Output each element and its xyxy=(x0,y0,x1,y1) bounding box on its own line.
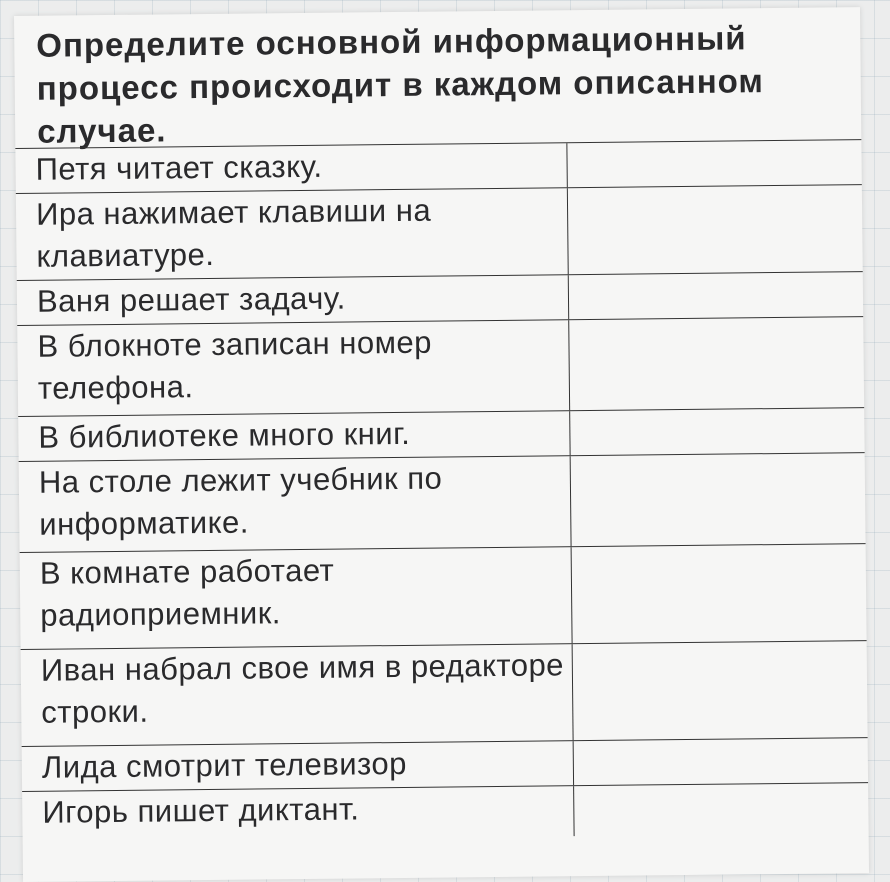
table-row xyxy=(16,185,863,281)
answer-cell[interactable] xyxy=(571,453,866,546)
task-text: Ваня решает задачу. xyxy=(17,275,569,325)
worksheet xyxy=(14,7,869,882)
table-row xyxy=(21,641,868,747)
task-text: Петя читает сказку. xyxy=(15,143,567,193)
answer-cell[interactable] xyxy=(572,544,867,643)
answer-table xyxy=(15,139,868,842)
task-text: Ира нажимает клавиши на клавиатуре. xyxy=(16,188,569,280)
task-text: На столе лежит учебник по информатике. xyxy=(19,456,572,552)
table-row xyxy=(22,783,868,842)
table-row xyxy=(20,544,867,650)
task-text: Игорь пишет диктант. xyxy=(22,786,574,842)
task-text: В блокноте записан номер телефона. xyxy=(17,320,570,416)
task-text: В комнате работает радиоприемник. xyxy=(20,547,573,649)
answer-cell[interactable] xyxy=(569,272,863,319)
answer-cell[interactable] xyxy=(568,185,863,274)
task-text: Иван набрал свое имя в редакторе строки. xyxy=(21,644,574,746)
answer-cell[interactable] xyxy=(570,408,864,455)
table-row xyxy=(17,317,864,417)
task-heading: Определите основной информационный процесс происходит в каждом описанном случае. xyxy=(36,19,764,150)
answer-cell[interactable] xyxy=(574,783,869,836)
answer-cell[interactable] xyxy=(574,738,868,785)
task-text: Лида смотрит телевизор xyxy=(22,741,574,791)
table-row xyxy=(19,453,866,553)
task-text: В библиотеке много книг. xyxy=(18,411,570,461)
answer-cell[interactable] xyxy=(573,641,868,740)
answer-cell[interactable] xyxy=(567,140,861,187)
answer-cell[interactable] xyxy=(569,317,864,410)
